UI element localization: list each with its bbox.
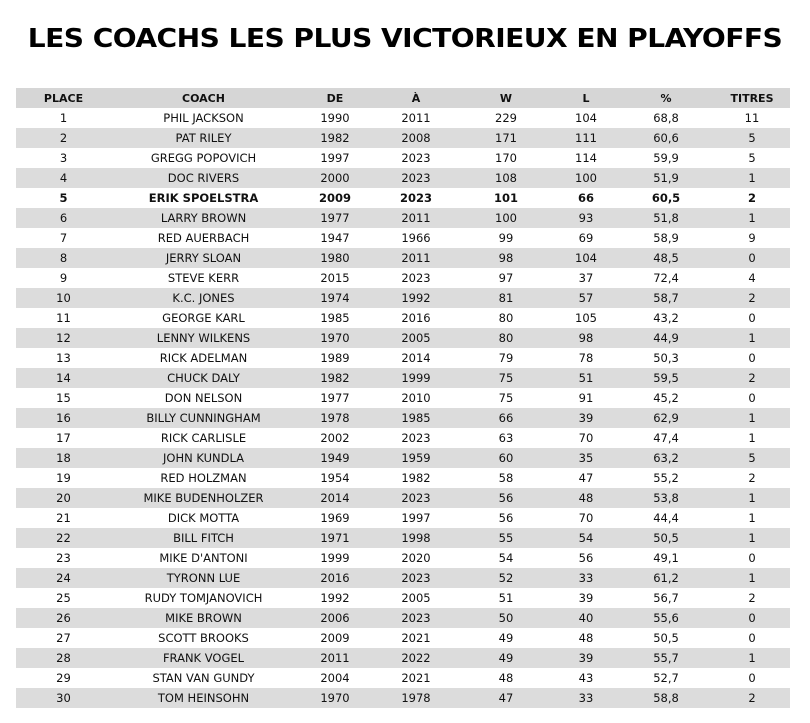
cell-a: 2011 bbox=[401, 111, 431, 125]
cell-l: 33 bbox=[578, 571, 594, 585]
cell-a: 1978 bbox=[401, 691, 431, 705]
table-row bbox=[16, 608, 790, 628]
cell-coach: RED HOLZMAN bbox=[160, 471, 247, 485]
cell-pct: 51,9 bbox=[653, 171, 679, 185]
cell-w: 48 bbox=[498, 671, 514, 685]
cell-a: 2023 bbox=[399, 191, 432, 205]
header-w: W bbox=[499, 91, 513, 105]
cell-titres: 5 bbox=[748, 131, 756, 145]
cell-place: 18 bbox=[56, 451, 71, 465]
cell-titres: 11 bbox=[744, 111, 760, 125]
table-row bbox=[16, 428, 790, 448]
cell-coach: MIKE BUDENHOLZER bbox=[143, 491, 264, 505]
cell-titres: 0 bbox=[748, 551, 756, 565]
cell-de: 1978 bbox=[320, 411, 350, 425]
cell-a: 2021 bbox=[401, 671, 431, 685]
cell-titres: 4 bbox=[748, 271, 756, 285]
table-row bbox=[16, 488, 790, 508]
cell-w: 101 bbox=[493, 191, 518, 205]
cell-a: 2014 bbox=[401, 351, 431, 365]
cell-pct: 62,9 bbox=[653, 411, 679, 425]
cell-de: 2011 bbox=[320, 651, 350, 665]
table-row bbox=[16, 148, 790, 168]
cell-a: 1966 bbox=[401, 231, 431, 245]
cell-titres: 1 bbox=[748, 571, 756, 585]
cell-coach: MIKE D'ANTONI bbox=[159, 551, 248, 565]
cell-titres: 1 bbox=[748, 211, 756, 225]
cell-de: 2015 bbox=[320, 271, 350, 285]
table-row bbox=[16, 568, 790, 588]
cell-place: 7 bbox=[59, 231, 68, 245]
cell-w: 100 bbox=[495, 211, 517, 225]
cell-place: 10 bbox=[56, 291, 71, 305]
cell-place: 5 bbox=[59, 191, 68, 205]
cell-w: 58 bbox=[498, 471, 514, 485]
cell-titres: 2 bbox=[747, 191, 756, 205]
table-row bbox=[16, 228, 790, 248]
cell-pct: 68,8 bbox=[653, 111, 679, 125]
cell-titres: 5 bbox=[748, 151, 756, 165]
cell-a: 2023 bbox=[401, 171, 431, 185]
cell-titres: 0 bbox=[748, 311, 756, 325]
cell-l: 39 bbox=[578, 591, 594, 605]
cell-de: 2002 bbox=[320, 431, 350, 445]
cell-l: 98 bbox=[578, 331, 594, 345]
cell-de: 1970 bbox=[320, 331, 350, 345]
cell-pct: 63,2 bbox=[653, 451, 679, 465]
cell-place: 2 bbox=[59, 131, 68, 145]
cell-place: 13 bbox=[56, 351, 71, 365]
header-a: À bbox=[411, 91, 421, 105]
cell-a: 2016 bbox=[401, 311, 431, 325]
cell-place: 14 bbox=[56, 371, 71, 385]
table-row bbox=[16, 648, 790, 668]
cell-l: 39 bbox=[578, 411, 594, 425]
table-row bbox=[16, 288, 790, 308]
cell-de: 1992 bbox=[320, 591, 350, 605]
cell-pct: 58,7 bbox=[653, 291, 679, 305]
cell-a: 2023 bbox=[401, 151, 431, 165]
header-place: PLACE bbox=[43, 91, 84, 105]
cell-w: 50 bbox=[498, 611, 514, 625]
cell-w: 75 bbox=[498, 391, 514, 405]
table-header-row bbox=[16, 88, 790, 108]
cell-w: 56 bbox=[498, 491, 514, 505]
cell-titres: 9 bbox=[748, 231, 756, 245]
cell-coach: RICK ADELMAN bbox=[159, 351, 248, 365]
cell-de: 1990 bbox=[320, 111, 350, 125]
cell-pct: 55,2 bbox=[653, 471, 679, 485]
cell-coach: LENNY WILKENS bbox=[156, 331, 251, 345]
cell-de: 1997 bbox=[320, 151, 350, 165]
cell-a: 2023 bbox=[401, 571, 431, 585]
cell-a: 2008 bbox=[401, 131, 431, 145]
cell-w: 229 bbox=[495, 111, 517, 125]
cell-w: 60 bbox=[498, 451, 514, 465]
cell-place: 11 bbox=[56, 311, 71, 325]
cell-de: 1977 bbox=[320, 211, 350, 225]
table-row bbox=[16, 268, 790, 288]
cell-titres: 1 bbox=[748, 171, 756, 185]
cell-titres: 1 bbox=[748, 531, 756, 545]
cell-l: 114 bbox=[575, 151, 597, 165]
cell-l: 104 bbox=[575, 251, 597, 265]
cell-titres: 0 bbox=[748, 631, 756, 645]
cell-titres: 2 bbox=[748, 691, 756, 705]
cell-place: 21 bbox=[56, 511, 71, 525]
cell-w: 56 bbox=[498, 511, 514, 525]
cell-place: 4 bbox=[59, 171, 68, 185]
table-row bbox=[16, 128, 790, 148]
cell-pct: 59,5 bbox=[653, 371, 679, 385]
cell-pct: 55,7 bbox=[653, 651, 679, 665]
cell-a: 1997 bbox=[401, 511, 431, 525]
cell-w: 80 bbox=[498, 331, 514, 345]
cell-place: 16 bbox=[56, 411, 71, 425]
cell-pct: 45,2 bbox=[653, 391, 679, 405]
cell-w: 47 bbox=[498, 691, 514, 705]
table-row bbox=[16, 328, 790, 348]
cell-a: 2005 bbox=[401, 331, 431, 345]
cell-pct: 50,5 bbox=[653, 531, 679, 545]
cell-pct: 60,6 bbox=[653, 131, 679, 145]
playoff-coaches-table bbox=[16, 88, 790, 708]
cell-pct: 49,1 bbox=[653, 551, 679, 565]
cell-a: 2023 bbox=[401, 491, 431, 505]
cell-coach: FRANK VOGEL bbox=[162, 651, 245, 665]
cell-w: 170 bbox=[495, 151, 517, 165]
table-row bbox=[16, 508, 790, 528]
cell-w: 79 bbox=[498, 351, 514, 365]
cell-pct: 72,4 bbox=[653, 271, 679, 285]
cell-a: 2023 bbox=[401, 611, 431, 625]
cell-place: 9 bbox=[59, 271, 68, 285]
cell-pct: 47,4 bbox=[653, 431, 679, 445]
cell-titres: 2 bbox=[748, 471, 756, 485]
cell-de: 1949 bbox=[320, 451, 350, 465]
table-row bbox=[16, 468, 790, 488]
cell-coach: DICK MOTTA bbox=[167, 511, 240, 525]
cell-de: 2009 bbox=[318, 191, 351, 205]
cell-coach: CHUCK DALY bbox=[167, 371, 240, 385]
cell-l: 66 bbox=[577, 191, 594, 205]
cell-a: 2005 bbox=[401, 591, 431, 605]
cell-titres: 0 bbox=[748, 391, 756, 405]
cell-titres: 0 bbox=[748, 671, 756, 685]
cell-w: 97 bbox=[498, 271, 514, 285]
header-de: DE bbox=[326, 91, 344, 105]
chart-title: LES COACHS LES PLUS VICTORIEUX EN PLAYOFFS bbox=[27, 24, 783, 54]
cell-pct: 48,5 bbox=[653, 251, 679, 265]
cell-place: 12 bbox=[56, 331, 71, 345]
cell-coach: DOC RIVERS bbox=[167, 171, 240, 185]
cell-l: 57 bbox=[578, 291, 594, 305]
cell-pct: 50,5 bbox=[653, 631, 679, 645]
cell-l: 100 bbox=[575, 171, 597, 185]
cell-titres: 2 bbox=[748, 591, 756, 605]
cell-pct: 50,3 bbox=[653, 351, 679, 365]
cell-coach: JOHN KUNDLA bbox=[163, 451, 244, 465]
cell-w: 49 bbox=[498, 651, 514, 665]
table-row bbox=[16, 108, 790, 128]
cell-coach: ERIK SPOELSTRA bbox=[148, 191, 259, 205]
cell-place: 8 bbox=[59, 251, 68, 265]
cell-coach: K.C. JONES bbox=[172, 291, 235, 305]
cell-w: 99 bbox=[498, 231, 514, 245]
cell-place: 28 bbox=[56, 651, 71, 665]
cell-w: 66 bbox=[498, 411, 514, 425]
cell-a: 2023 bbox=[401, 271, 431, 285]
cell-w: 108 bbox=[495, 171, 517, 185]
cell-pct: 52,7 bbox=[653, 671, 679, 685]
cell-titres: 1 bbox=[748, 431, 756, 445]
cell-place: 6 bbox=[59, 211, 68, 225]
cell-a: 2011 bbox=[401, 251, 431, 265]
cell-l: 33 bbox=[578, 691, 594, 705]
cell-pct: 44,9 bbox=[653, 331, 679, 345]
cell-pct: 55,6 bbox=[653, 611, 679, 625]
cell-l: 93 bbox=[578, 211, 594, 225]
cell-titres: 2 bbox=[748, 291, 756, 305]
cell-coach: RUDY TOMJANOVICH bbox=[144, 591, 263, 605]
cell-titres: 0 bbox=[748, 251, 756, 265]
cell-de: 1977 bbox=[320, 391, 350, 405]
cell-l: 69 bbox=[578, 231, 594, 245]
cell-l: 47 bbox=[578, 471, 594, 485]
cell-de: 2014 bbox=[320, 491, 350, 505]
cell-w: 51 bbox=[498, 591, 514, 605]
cell-coach: RICK CARLISLE bbox=[160, 431, 247, 445]
cell-de: 1969 bbox=[320, 511, 350, 525]
cell-a: 1985 bbox=[401, 411, 431, 425]
cell-coach: LARRY BROWN bbox=[160, 211, 247, 225]
cell-l: 54 bbox=[578, 531, 594, 545]
table-row bbox=[16, 548, 790, 568]
cell-place: 3 bbox=[59, 151, 68, 165]
cell-l: 37 bbox=[578, 271, 594, 285]
cell-l: 35 bbox=[578, 451, 594, 465]
cell-place: 27 bbox=[56, 631, 71, 645]
table-row bbox=[16, 628, 790, 648]
cell-place: 29 bbox=[56, 671, 71, 685]
cell-coach: PAT RILEY bbox=[175, 131, 232, 145]
table-row bbox=[16, 688, 790, 708]
cell-pct: 61,2 bbox=[653, 571, 679, 585]
cell-pct: 51,8 bbox=[653, 211, 679, 225]
cell-l: 70 bbox=[578, 431, 594, 445]
table-row bbox=[16, 368, 790, 388]
cell-l: 48 bbox=[578, 491, 594, 505]
cell-coach: SCOTT BROOKS bbox=[158, 631, 249, 645]
cell-pct: 53,8 bbox=[653, 491, 679, 505]
table-row bbox=[16, 528, 790, 548]
cell-a: 2020 bbox=[401, 551, 431, 565]
cell-l: 48 bbox=[578, 631, 594, 645]
cell-place: 24 bbox=[56, 571, 71, 585]
table-row bbox=[16, 248, 790, 268]
cell-titres: 0 bbox=[748, 351, 756, 365]
cell-place: 22 bbox=[56, 531, 71, 545]
cell-coach: GEORGE KARL bbox=[162, 311, 245, 325]
cell-coach: STAN VAN GUNDY bbox=[152, 671, 255, 685]
cell-w: 81 bbox=[498, 291, 514, 305]
cell-coach: RED AUERBACH bbox=[157, 231, 250, 245]
cell-a: 1998 bbox=[401, 531, 431, 545]
cell-titres: 1 bbox=[748, 411, 756, 425]
cell-place: 15 bbox=[56, 391, 71, 405]
cell-de: 2004 bbox=[320, 671, 350, 685]
cell-place: 19 bbox=[56, 471, 71, 485]
cell-pct: 56,7 bbox=[653, 591, 679, 605]
cell-place: 26 bbox=[56, 611, 71, 625]
cell-pct: 58,8 bbox=[653, 691, 679, 705]
cell-w: 49 bbox=[498, 631, 514, 645]
header-pct: % bbox=[660, 91, 672, 105]
cell-a: 2021 bbox=[401, 631, 431, 645]
cell-pct: 44,4 bbox=[653, 511, 679, 525]
cell-place: 20 bbox=[56, 491, 71, 505]
cell-a: 1982 bbox=[401, 471, 431, 485]
cell-de: 1970 bbox=[320, 691, 350, 705]
cell-l: 105 bbox=[575, 311, 597, 325]
cell-de: 2000 bbox=[320, 171, 350, 185]
cell-l: 70 bbox=[578, 511, 594, 525]
table-row bbox=[16, 408, 790, 428]
table-row bbox=[16, 348, 790, 368]
cell-coach: BILLY CUNNINGHAM bbox=[146, 411, 261, 425]
cell-coach: TOM HEINSOHN bbox=[157, 691, 250, 705]
cell-de: 1947 bbox=[320, 231, 350, 245]
cell-l: 56 bbox=[578, 551, 594, 565]
table-row bbox=[16, 308, 790, 328]
cell-l: 51 bbox=[578, 371, 594, 385]
cell-w: 171 bbox=[495, 131, 517, 145]
cell-l: 40 bbox=[578, 611, 594, 625]
cell-coach: PHIL JACKSON bbox=[163, 111, 244, 125]
table-row bbox=[16, 208, 790, 228]
cell-place: 17 bbox=[56, 431, 71, 445]
cell-de: 2009 bbox=[320, 631, 350, 645]
cell-coach: BILL FITCH bbox=[173, 531, 234, 545]
cell-a: 2011 bbox=[401, 211, 431, 225]
cell-w: 55 bbox=[498, 531, 514, 545]
cell-de: 1982 bbox=[320, 371, 350, 385]
cell-pct: 58,9 bbox=[653, 231, 679, 245]
cell-place: 1 bbox=[59, 111, 68, 125]
cell-l: 91 bbox=[578, 391, 594, 405]
cell-coach: DON NELSON bbox=[164, 391, 243, 405]
header-coach: COACH bbox=[182, 91, 225, 105]
header-l: L bbox=[582, 91, 590, 105]
cell-a: 2010 bbox=[401, 391, 431, 405]
cell-titres: 1 bbox=[748, 331, 756, 345]
cell-coach: JERRY SLOAN bbox=[165, 251, 242, 265]
cell-titres: 1 bbox=[748, 651, 756, 665]
cell-de: 1999 bbox=[320, 551, 350, 565]
cell-titres: 5 bbox=[748, 451, 756, 465]
cell-place: 23 bbox=[56, 551, 71, 565]
cell-de: 1974 bbox=[320, 291, 350, 305]
cell-l: 104 bbox=[575, 111, 597, 125]
cell-a: 2023 bbox=[401, 431, 431, 445]
table-row bbox=[16, 388, 790, 408]
cell-w: 98 bbox=[498, 251, 514, 265]
cell-a: 1959 bbox=[401, 451, 431, 465]
cell-de: 2006 bbox=[320, 611, 350, 625]
cell-coach: MIKE BROWN bbox=[165, 611, 242, 625]
cell-de: 1989 bbox=[320, 351, 350, 365]
cell-a: 1999 bbox=[401, 371, 431, 385]
cell-de: 1985 bbox=[320, 311, 350, 325]
table-body bbox=[16, 108, 790, 708]
cell-w: 63 bbox=[498, 431, 514, 445]
cell-de: 1980 bbox=[320, 251, 350, 265]
cell-pct: 43,2 bbox=[653, 311, 679, 325]
cell-pct: 60,5 bbox=[651, 191, 681, 205]
cell-titres: 1 bbox=[748, 511, 756, 525]
table-row bbox=[16, 448, 790, 468]
cell-de: 1954 bbox=[320, 471, 350, 485]
cell-l: 43 bbox=[578, 671, 594, 685]
cell-a: 1992 bbox=[401, 291, 431, 305]
cell-l: 78 bbox=[578, 351, 594, 365]
cell-titres: 2 bbox=[748, 371, 756, 385]
cell-l: 39 bbox=[578, 651, 594, 665]
table-row bbox=[16, 168, 790, 188]
cell-l: 111 bbox=[575, 131, 597, 145]
cell-titres: 1 bbox=[748, 491, 756, 505]
header-titres: TITRES bbox=[730, 91, 774, 105]
cell-place: 25 bbox=[56, 591, 71, 605]
cell-de: 2016 bbox=[320, 571, 350, 585]
cell-w: 54 bbox=[498, 551, 514, 565]
table-row bbox=[16, 588, 790, 608]
cell-w: 80 bbox=[498, 311, 514, 325]
cell-w: 75 bbox=[498, 371, 514, 385]
cell-coach: TYRONN LUE bbox=[166, 571, 241, 585]
cell-pct: 59,9 bbox=[653, 151, 679, 165]
cell-place: 30 bbox=[56, 691, 71, 705]
cell-coach: GREGG POPOVICH bbox=[150, 151, 257, 165]
table-row bbox=[16, 188, 790, 208]
cell-titres: 0 bbox=[748, 611, 756, 625]
table-row bbox=[16, 668, 790, 688]
cell-de: 1971 bbox=[320, 531, 350, 545]
cell-a: 2022 bbox=[401, 651, 431, 665]
cell-coach: STEVE KERR bbox=[167, 271, 240, 285]
cell-w: 52 bbox=[498, 571, 514, 585]
cell-de: 1982 bbox=[320, 131, 350, 145]
